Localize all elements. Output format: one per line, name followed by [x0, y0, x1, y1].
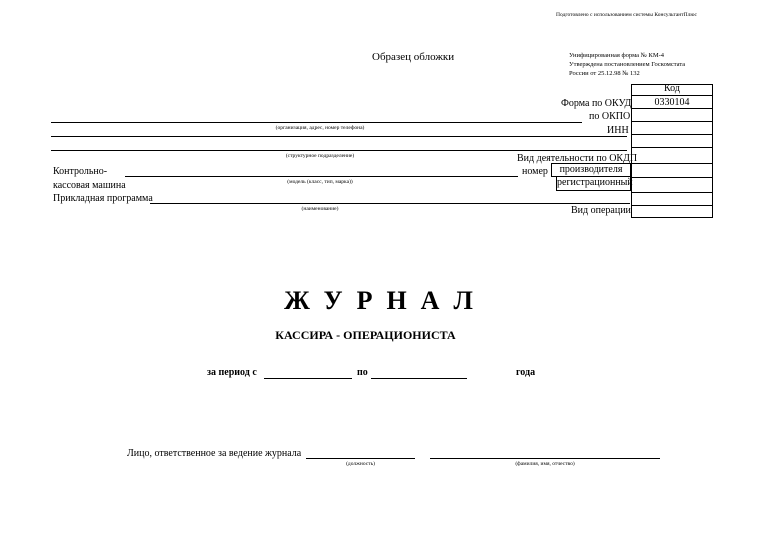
- manufacturer-number-cell: [551, 163, 631, 177]
- period-to-line: [371, 378, 467, 379]
- responsible-name-line: [430, 458, 660, 459]
- manufacturer-label: производителя: [559, 164, 623, 175]
- period-to-label: по: [357, 367, 368, 378]
- responsible-label: Лицо, ответственное за ведение журнала: [127, 448, 302, 459]
- organization-line-2: [51, 136, 627, 137]
- kkm-number-label: номер: [522, 166, 548, 177]
- period-from-label: за период с: [207, 367, 257, 378]
- okud-code-value: 0330104: [654, 97, 690, 108]
- division-caption: (структурное подразделение): [285, 153, 355, 159]
- approved-date-label: России от 25.12.98 № 132: [569, 70, 640, 77]
- journal-title: ЖУРНАЛ: [284, 286, 487, 315]
- approved-by-label: Утверждена постановлением Госкомстата: [569, 61, 686, 68]
- kkm-model-line: [125, 176, 518, 177]
- code-header: Код: [664, 83, 680, 94]
- kkm-label-1: Контрольно-: [53, 166, 108, 177]
- year-label: года: [516, 367, 536, 378]
- position-caption: (должность): [346, 461, 375, 467]
- organization-line-1: [51, 122, 582, 123]
- okud-label: Форма по ОКУД: [561, 98, 632, 109]
- okpo-label: по ОКПО: [589, 111, 631, 122]
- period-from-line: [264, 378, 352, 379]
- operation-label: Вид операции: [571, 205, 631, 216]
- division-line: [51, 150, 627, 151]
- program-line: [150, 203, 630, 204]
- registration-label: регистрационный: [557, 177, 633, 188]
- okdp-label: Вид деятельности по ОКДП: [517, 153, 638, 164]
- registration-number-cell: [556, 177, 631, 191]
- name-caption: (фамилия, имя, отчество): [515, 461, 575, 467]
- responsible-position-line: [306, 458, 415, 459]
- organization-caption: (организация, адрес, номер телефона): [275, 125, 365, 131]
- journal-subtitle: КАССИРА - ОПЕРАЦИОНИСТА: [275, 328, 456, 342]
- kkm-label-2: кассовая машина: [53, 180, 126, 191]
- prepared-note: Подготовлено с использованием системы КонсультантПлюс: [556, 12, 697, 18]
- kkm-model-caption: (модель (класс, тип, марка)): [287, 179, 353, 185]
- sample-cover-label: Образец обложки: [372, 51, 455, 63]
- inn-label: ИНН: [607, 125, 629, 136]
- program-caption: (наименование): [301, 206, 339, 212]
- program-label: Прикладная программа: [53, 193, 153, 204]
- unified-form-label: Унифицированная форма № КМ-4: [569, 52, 665, 59]
